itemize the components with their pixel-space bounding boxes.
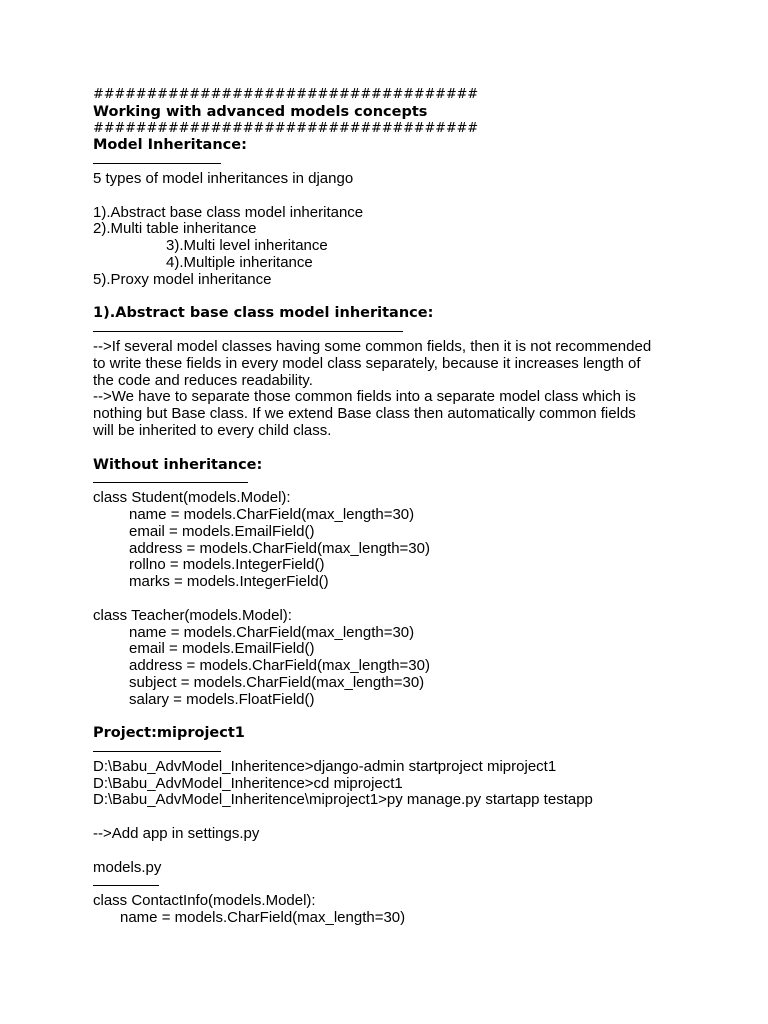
hash-divider: ####################################: [93, 87, 478, 102]
document-page: [93, 87, 733, 927]
code-line: class Student(models.Model):: [93, 489, 291, 507]
heading-underline: [93, 154, 733, 171]
code-line: name = models.CharField(max_length=30): [120, 909, 406, 927]
paragraph-line: to write these fields in every model class separately, because it increases length of: [93, 354, 641, 372]
code-line: class Teacher(models.Model):: [93, 606, 292, 624]
heading-without-inheritance: Without inheritance:: [93, 456, 263, 473]
heading-project: Project:miproject1: [93, 725, 245, 742]
document-title: Working with advanced models concepts: [93, 103, 428, 120]
heading-underline: [93, 322, 733, 339]
code-line: address = models.CharField(max_length=30): [129, 539, 430, 557]
inheritance-type-item: 4).Multiple inheritance: [166, 253, 313, 271]
note-text: -->Add app in settings.py: [93, 825, 260, 843]
paragraph-line: nothing but Base class. If we extend Base class then automatically common fields: [93, 405, 636, 423]
heading-abstract-base-class: 1).Abstract base class model inheritance:: [93, 305, 434, 322]
hash-divider: ####################################: [93, 120, 478, 136]
inheritance-type-item: 2).Multi table inheritance: [93, 220, 257, 238]
paragraph-line: -->If several model classes having some common fields, then it is not recommended: [93, 337, 652, 355]
code-line: email = models.EmailField(): [129, 640, 315, 658]
code-line: name = models.CharField(max_length=30): [129, 505, 415, 523]
inheritance-type-item: 1).Abstract base class model inheritance: [93, 203, 364, 221]
heading-underline: [93, 742, 733, 759]
paragraph-line: -->We have to separate those common fields into a separate model class which is: [93, 388, 636, 406]
inheritance-type-item: 5).Proxy model inheritance: [93, 270, 272, 288]
heading-model-inheritance: Model Inheritance:: [93, 137, 247, 154]
paragraph-line: will be inherited to every child class.: [93, 421, 332, 439]
code-line: marks = models.IntegerField(): [129, 573, 329, 591]
command-line: D:\Babu_AdvModel_Inheritence>cd miproject1: [93, 774, 403, 792]
code-line: address = models.CharField(max_length=30): [129, 657, 430, 675]
command-line: D:\Babu_AdvModel_Inheritence>django-admin startproject miproject1: [93, 757, 557, 775]
command-line: D:\Babu_AdvModel_Inheritence\miproject1>py manage.py startapp testapp: [93, 791, 593, 809]
code-line: email = models.EmailField(): [129, 522, 315, 540]
heading-underline: [93, 876, 733, 893]
code-line: salary = models.FloatField(): [129, 690, 315, 708]
inheritance-type-item: 3).Multi level inheritance: [166, 237, 328, 255]
heading-underline: [93, 473, 733, 490]
file-label: models.py: [93, 858, 162, 876]
code-line: subject = models.CharField(max_length=30): [129, 673, 425, 691]
code-line: rollno = models.IntegerField(): [129, 556, 325, 574]
code-line: name = models.CharField(max_length=30): [129, 623, 415, 641]
intro-text: 5 types of model inheritances in django: [93, 169, 354, 187]
code-line: class ContactInfo(models.Model):: [93, 892, 316, 910]
paragraph-line: the code and reduces readability.: [93, 371, 313, 389]
